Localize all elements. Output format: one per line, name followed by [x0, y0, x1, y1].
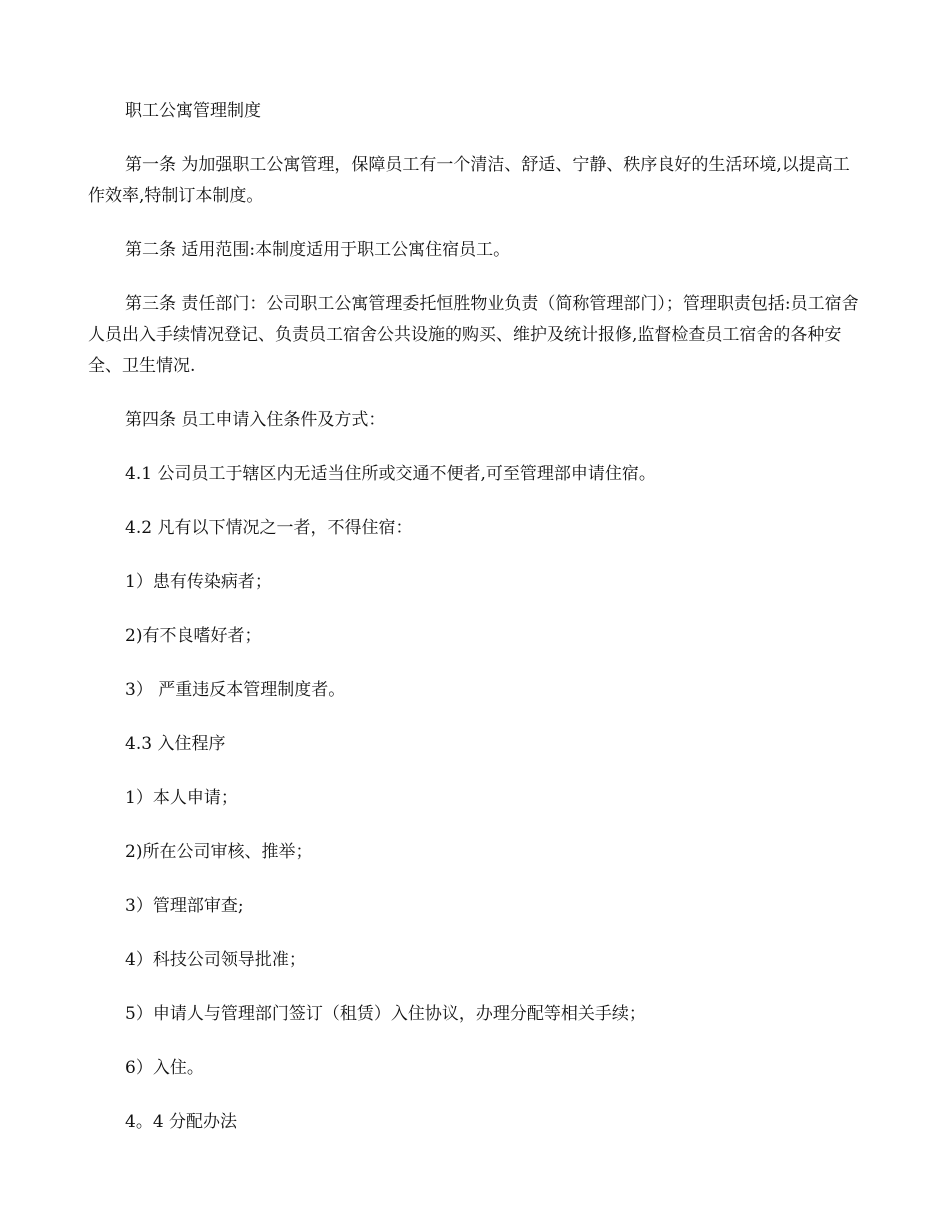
list-item: 1）本人申请； — [125, 788, 238, 808]
list-item: 4）科技公司领导批准； — [125, 950, 306, 970]
list-item: 2)有不良嗜好者； — [125, 626, 262, 646]
article-1: 第一条 为加强职工公寓管理，保障员工有一个清洁、舒适、宁静、秩序良好的生活环境,以提高工作效率,特制订本制度。 — [88, 155, 850, 206]
list-item: 1）患有传染病者； — [125, 572, 272, 592]
clause-4-3: 4.3 入住程序 — [125, 734, 226, 754]
list-item: 3）管理部审查; — [125, 896, 244, 916]
list-item: 5）申请人与管理部门签订（租赁）入住协议，办理分配等相关手续； — [125, 1004, 646, 1024]
clause-4-4: 4。4 分配办法 — [125, 1112, 238, 1132]
document-title: 职工公寓管理制度 — [125, 101, 261, 121]
article-3: 第三条 责任部门：公司职工公寓管理委托恒胜物业负责（简称管理部门）；管理职责包括:员工宿舍人员出入手续情况登记、负责员工宿舍公共设施的购买、维护及统计报修,监督检查员工宿舍的各种安全、卫生情况. — [88, 294, 859, 376]
article-4: 第四条 员工申请入住条件及方式： — [125, 410, 386, 430]
clause-4-1: 4.1 公司员工于辖区内无适当住所或交通不便者,可至管理部申请住宿。 — [125, 464, 656, 484]
list-item: 3） 严重违反本管理制度者。 — [125, 680, 346, 700]
list-item: 6）入住。 — [125, 1058, 204, 1078]
article-2: 第二条 适用范围:本制度适用于职工公寓住宿员工。 — [125, 240, 511, 260]
clause-4-2: 4.2 凡有以下情况之一者，不得住宿： — [125, 518, 413, 538]
document-body — [88, 96, 866, 1161]
list-item: 2)所在公司审核、推举； — [125, 842, 313, 862]
